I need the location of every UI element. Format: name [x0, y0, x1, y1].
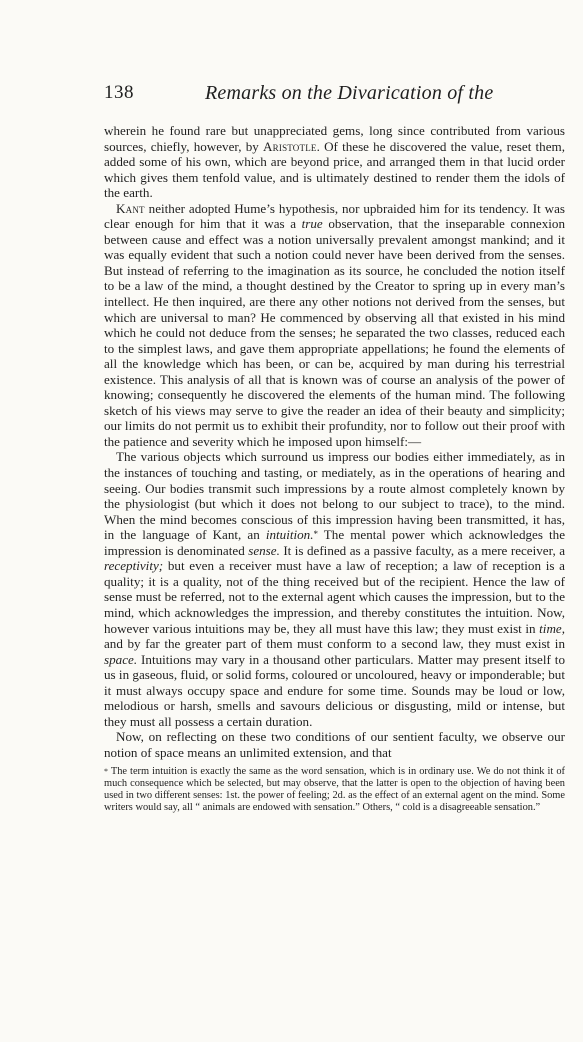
smallcaps-name: Aristotle [263, 138, 317, 154]
italic-text: receptivity; [104, 558, 164, 574]
italic-text: sense. [248, 542, 280, 558]
page-header [104, 83, 565, 113]
footnote [104, 766, 565, 813]
footnote-reference: * [313, 529, 318, 540]
text-run: . Of these he discovered the value, reset them, added some of his own, which are beyond price, and arranged them in that lucid order which gives them tenfold value, and is ultimately destined to render them the idols of the earth. [104, 138, 565, 201]
text-run: and by far the greater part of them must conform to a second law, they must exist in [104, 636, 565, 652]
italic-text: time, [539, 620, 565, 636]
paragraph [104, 729, 565, 760]
text-run: observation, that the inseparable connexion between cause and effect was a notion universally prevalent amongst mankind; and it was equally evident that such a notion could never have been derived from the senses. But instead of referring to the imagination as its source, he concluded the notion itself to be a law of the mind, a thought destined by the Creator to spring up in every man’s intellect. He then inquired, are there any other notions not derived from the senses, but which are universal to man? He commenced by observing all that existed in his mind which he could not deduce from the senses; he separated the two classes, reduced each to the simplest laws, and gave them appropriate appellations; he found the elements of all the knowledge which has been, or can be, acquired by man during his terrestrial existence. This analysis of all that is known was of course an analysis of the power of knowing; consequently he discovered the elements of the human mind. The following sketch of his views may serve to give the reader an idea of their beauty and simplicity; our limits do not permit us to exhibit their profundity, nor to follow out their proof with the patience and severity which he imposed upon himself:— [104, 216, 565, 449]
text-run: Now, on reflecting on these two conditions of our sentient faculty, we observe our notion of space means an unlimited extension, and that [104, 729, 565, 760]
body-text [104, 123, 565, 760]
text-run: wherein he found rare but unappreciated gems, long since contributed from various sources, chiefly, however, by [104, 123, 565, 154]
paragraph [104, 123, 565, 201]
text-run: neither adopted Hume’s hypothesis, nor upbraided him for its tendency. It was clear enough for him that it was a [104, 200, 565, 232]
footnote-text: The term intuition is exactly the same as the word sensation, which is in ordinary use. We do not think it of much consequence which be selected, but may observe, that the latter is open to the objection of having been used in two different senses: 1st. the power of feeling; 2d. as the effect of an external agent on the mind. Some writers would say, all “ animals are endowed with sensation.” Others, “ cold is a disagreeable sensation.” [104, 766, 565, 813]
text-run: but even a receiver must have a law of reception; a law of reception is a quality; it is a quality, not of the thing received but of the recipient. Hence the law of sense must be referred, not to the external agent which causes the impression, but to the mind, which acknowledges the impression, and thereby constitutes the intuition. Now, however various intuitions may be, they all must have this law; they must exist in [104, 558, 565, 636]
smallcaps-name: Kant [116, 200, 145, 216]
text-run: The various objects which surround us impress our bodies either immediately, as in the instances of touching and tasting, or mediately, as in the operations of hearing and seeing. Our bodies transmit such impressions by a route almost completely known by the physiologist (but which it does not belong to our subject to trace), to the mind. When the mind becomes conscious of this impression having been transmitted, it has, in the language of Kant, an [104, 449, 565, 543]
text-run: It is defined as a passive faculty, as a mere receiver, a [279, 542, 565, 558]
running-head: Remarks on the Divarication of the [205, 82, 494, 104]
footnote-marker: * [104, 767, 108, 777]
paragraph [104, 201, 565, 450]
italic-text: space. [104, 651, 138, 667]
paragraph [104, 449, 565, 729]
text-run: Intuitions may vary in a thousand other particulars. Matter may present itself to us in gaseous, fluid, or solid forms, coloured or uncoloured, heavy or imponderable; but it must always occupy space and endure for some time. Sounds may be loud or low, melodious or harsh, smells and savours delicious or disgusting, mild or intense, but they must all possess a certain duration. [104, 651, 565, 729]
page-number: 138 [104, 82, 134, 103]
italic-text: intuition. [265, 527, 314, 543]
text-run: The mental power which acknowledges the impression is denominated [104, 527, 566, 558]
italic-text: true [301, 216, 323, 232]
